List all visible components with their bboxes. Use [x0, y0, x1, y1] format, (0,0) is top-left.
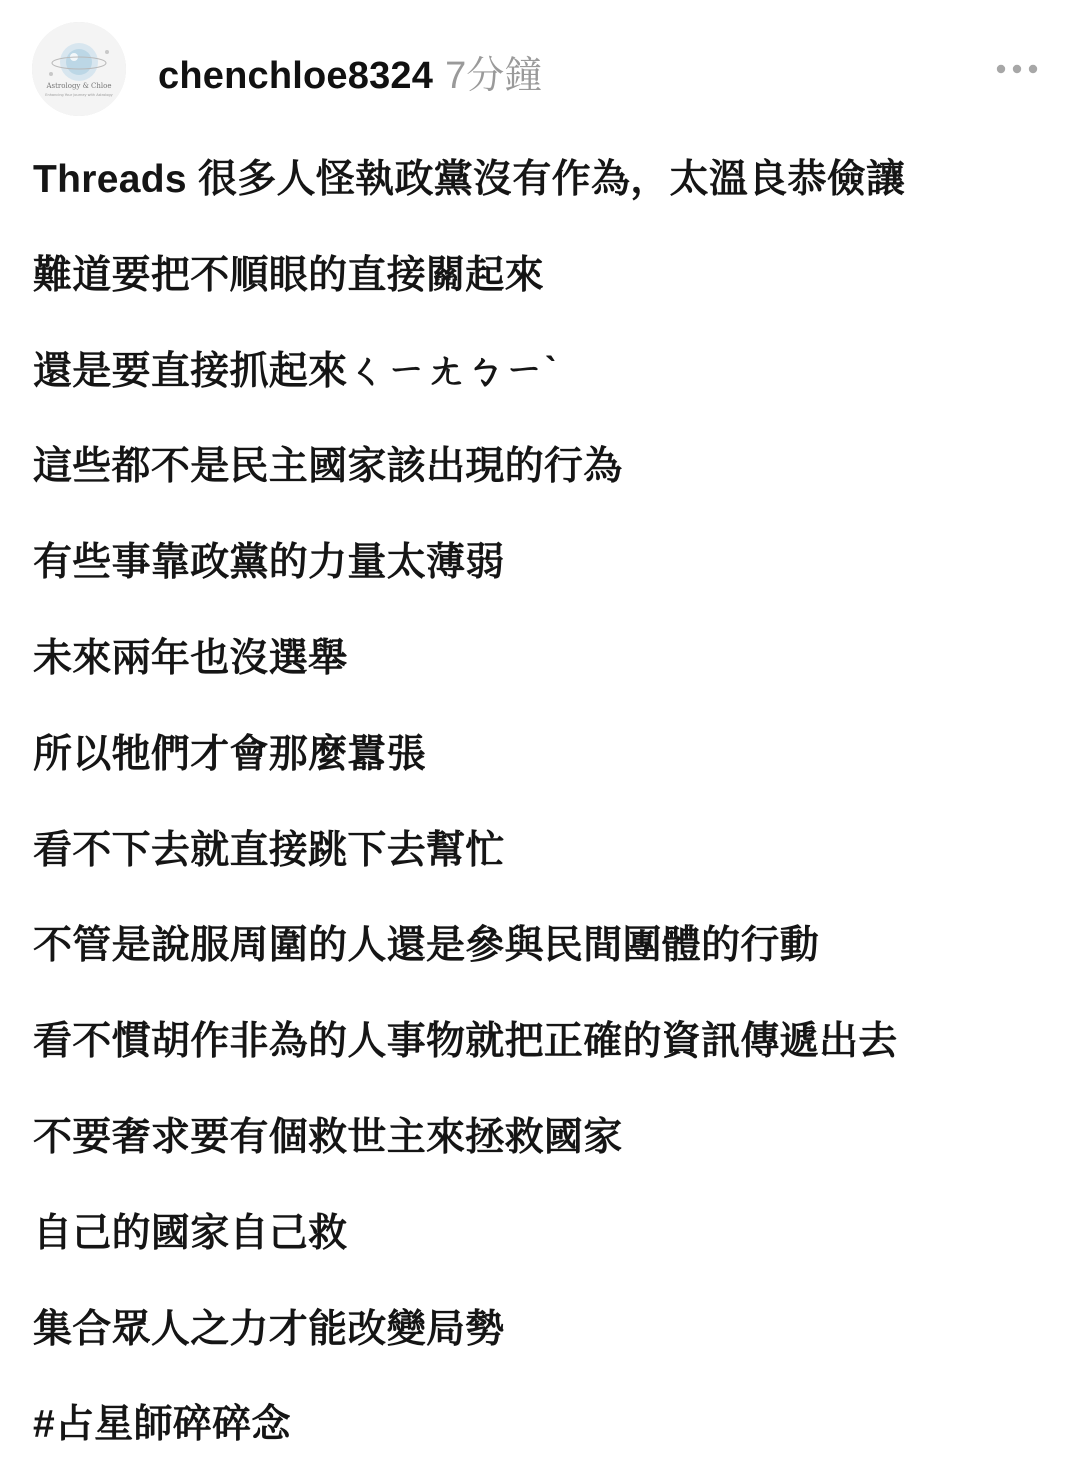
more-horizontal-icon [996, 64, 1038, 74]
author-row [158, 44, 542, 100]
post-line: 看不下去就直接跳下去幫忙 [33, 828, 505, 872]
post-line: 有些事靠政黨的力量太薄弱 [33, 541, 505, 585]
hashtag-link[interactable]: #占星師碎碎念 [33, 1403, 291, 1447]
avatar-subtitle: Enhancing Your Journey with Astrology [45, 93, 113, 97]
post-body [33, 156, 1053, 1449]
avatar-title: Astrology & Chloe [46, 82, 112, 90]
post-header [0, 0, 1080, 135]
username[interactable]: chenchloe8324 [158, 55, 434, 97]
post-line: 集合眾人之力才能改變局勢 [33, 1307, 505, 1351]
post-line: 還是要直接抓起來ㄑㄧㄤㄅㄧˋ [33, 349, 558, 393]
hashtag-line [33, 1401, 1053, 1449]
post-line: 未來兩年也沒選舉 [33, 636, 348, 680]
post-line: 看不慣胡作非為的人事物就把正確的資訊傳遞出去 [33, 1020, 898, 1064]
more-options-button[interactable] [986, 46, 1048, 92]
post-line: Threads 很多人怪執政黨沒有作為，太溫良恭儉讓 [33, 158, 906, 201]
post-line: 自己的國家自己救 [33, 1211, 348, 1255]
post-line: 不管是說服周圍的人還是參與民間團體的行動 [33, 924, 820, 968]
post-line: 不要奢求要有個救世主來拯救國家 [33, 1115, 623, 1159]
post-line: 難道要把不順眼的直接關起來 [33, 253, 544, 297]
post-timestamp: 7分鐘 [445, 55, 543, 97]
post-line: 這些都不是民主國家該出現的行為 [33, 445, 623, 489]
avatar[interactable] [32, 22, 126, 116]
post-line: 所以牠們才會那麼囂張 [33, 732, 427, 776]
